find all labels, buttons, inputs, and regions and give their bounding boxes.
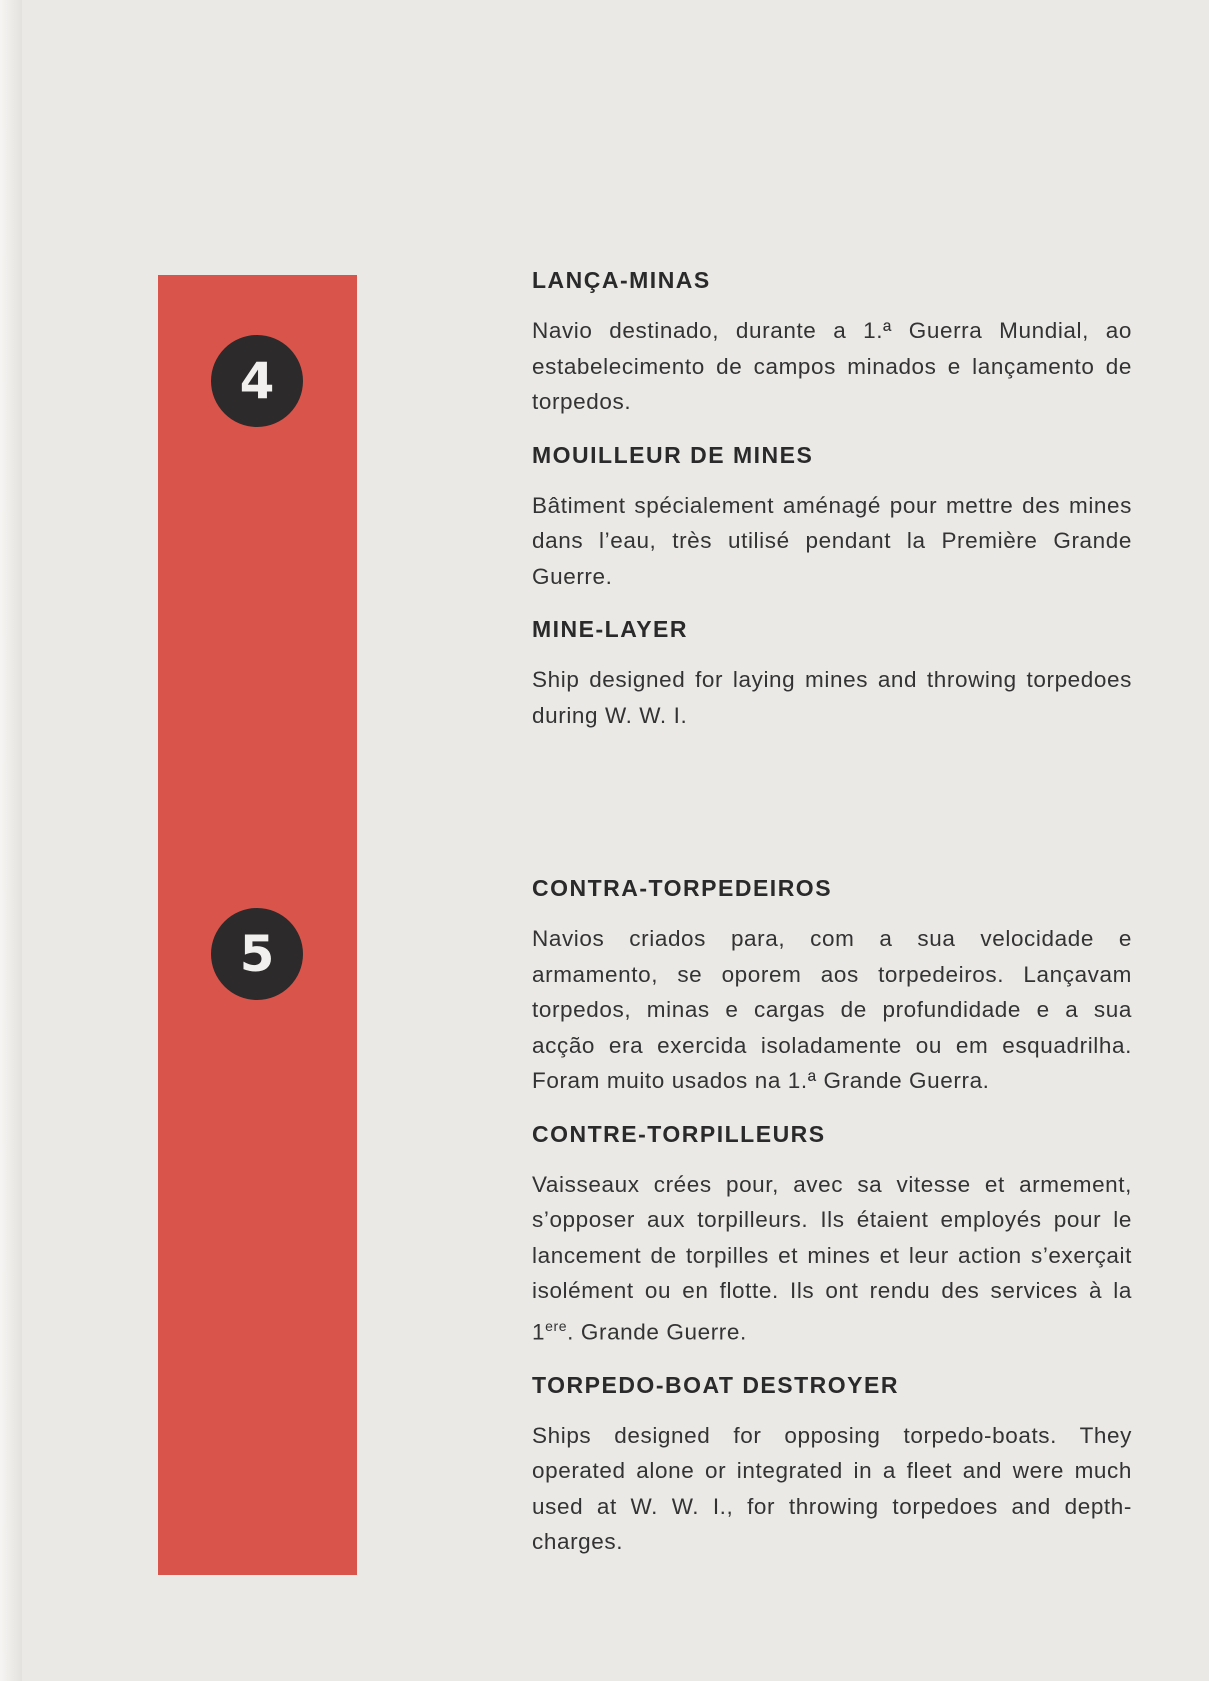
heading-contra-torpedeiros: CONTRA-TORPEDEIROS bbox=[532, 875, 833, 901]
body-contre-torpilleurs-text: Vaisseaux crées pour, avec sa vitesse et armement, s’opposer aux torpilleurs. Ils étaient employés pour le lancement de torpilles et mines et leur action s’exerçait isolément ou en flotte. Ils ont rendu des services à la 1 bbox=[532, 1171, 1132, 1344]
page-edge bbox=[0, 0, 22, 1681]
section-fr-5 bbox=[532, 1121, 1132, 1350]
heading-mouilleur-de-mines: MOUILLEUR DE MINES bbox=[532, 441, 814, 468]
group-4-text bbox=[532, 267, 1132, 733]
heading-lanca-minas: LANÇA-MINAS bbox=[532, 267, 711, 293]
heading-mine-layer: MINE-LAYER bbox=[532, 616, 688, 642]
section-en-4 bbox=[532, 616, 1132, 733]
section-number-5: 5 bbox=[239, 925, 275, 983]
section-number-4-badge bbox=[211, 335, 303, 427]
body-contra-torpedeiros: Navios criados para, com a sua velocidade e armamento, se oporem aos torpedeiros. Lançavam torpedos, minas e cargas de profundidade e a sua acção era exercida isoladamente ou em esquadrilha. Foram muito usados na 1.ª Grande Guerra. bbox=[532, 926, 1132, 1093]
section-pt-4 bbox=[532, 267, 1132, 420]
group-5-text bbox=[532, 875, 1132, 1560]
section-en-5 bbox=[532, 1372, 1132, 1560]
section-fr-4 bbox=[532, 442, 1132, 595]
heading-contre-torpilleurs: CONTRE-TORPILLEURS bbox=[532, 1120, 826, 1147]
heading-torpedo-boat-destroyer: TORPEDO-BOAT DESTROYER bbox=[532, 1371, 899, 1398]
section-pt-5 bbox=[532, 875, 1132, 1099]
superscript-ere: ere bbox=[545, 1317, 568, 1334]
section-number-5-badge bbox=[211, 908, 303, 1000]
body-contre-torpilleurs bbox=[532, 1167, 1132, 1350]
body-torpedo-boat-destroyer: Ships designed for opposing torpedo-boats. They operated alone or integrated in a fleet and were much used at W. W. I., for throwing torpedoes and depth-charges. bbox=[532, 1422, 1132, 1554]
body-mouilleur-de-mines: Bâtiment spécialement aménagé pour mettre des mines dans l’eau, très utilisé pendant la Première Grande Guerre. bbox=[532, 492, 1132, 589]
body-contre-torpilleurs-end: . Grande Guerre. bbox=[567, 1319, 747, 1344]
section-number-4: 4 bbox=[239, 352, 275, 410]
body-mine-layer: Ship designed for laying mines and throwing torpedoes during W. W. I. bbox=[532, 667, 1132, 728]
body-lanca-minas: Navio destinado, durante a 1.ª Guerra Mundial, ao estabelecimento de campos minados e lançamento de torpedos. bbox=[532, 318, 1132, 414]
